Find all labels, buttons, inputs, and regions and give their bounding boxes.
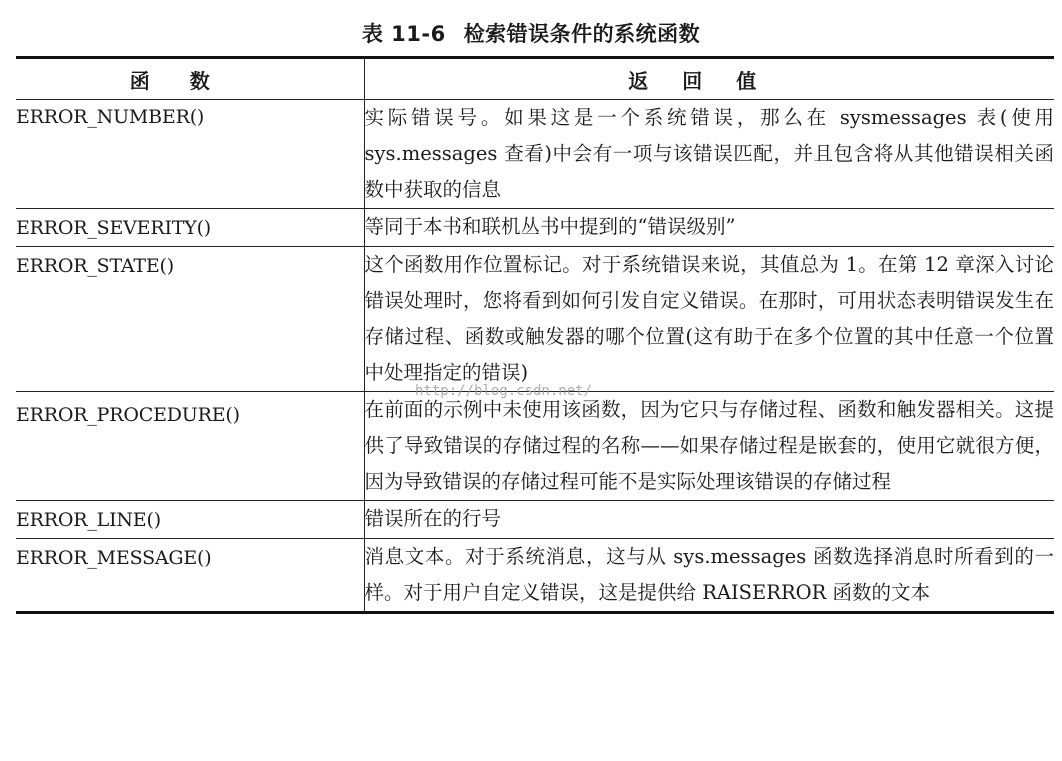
function-name-cell: ERROR_MESSAGE() <box>16 547 212 569</box>
function-name-cell: ERROR_SEVERITY() <box>16 217 211 239</box>
table-number: 表 11-6 <box>361 22 446 46</box>
return-value-cell: 实际错误号。如果这是一个系统错误，那么在 sysmessages 表(使用 sys.messages 查看)中会有一项与该错误匹配，并且包含将从其他错误相关函数中获取的信息 <box>364 100 1054 209</box>
return-value-cell: 等同于本书和联机丛书中提到的“错误级别” <box>364 209 1054 247</box>
table-row <box>16 539 1054 613</box>
table-header-row <box>16 58 1054 100</box>
function-name-cell: ERROR_NUMBER() <box>16 106 205 128</box>
table-row <box>16 501 1054 539</box>
return-value-cell: 错误所在的行号 <box>364 501 1054 539</box>
error-functions-table <box>16 56 1054 614</box>
watermark-text: http://blog.csdn.net/ <box>415 383 593 399</box>
table-row <box>16 100 1054 209</box>
table-row <box>16 247 1054 392</box>
table-row <box>16 392 1054 501</box>
return-value-cell: 这个函数用作位置标记。对于系统错误来说，其值总为 1。在第 12 章深入讨论错误处理时，您将看到如何引发自定义错误。在那时，可用状态表明错误发生在存储过程、函数或触发器的哪个位置(这有助于在多个位置的其中任意一个位置中处理指定的错误) <box>364 247 1054 392</box>
table-row <box>16 209 1054 247</box>
return-value-cell: 在前面的示例中未使用该函数，因为它只与存储过程、函数和触发器相关。这提供了导致错误的存储过程的名称——如果存储过程是嵌套的，使用它就很方便，因为导致错误的存储过程可能不是实际处理该错误的存储过程 <box>364 392 1054 501</box>
return-value-cell: 消息文本。对于系统消息，这与从 sys.messages 函数选择消息时所看到的一样。对于用户自定义错误，这是提供给 RAISERROR 函数的文本 <box>364 539 1054 613</box>
function-name-cell: ERROR_STATE() <box>16 255 174 277</box>
table-caption <box>0 18 1062 48</box>
table-title: 检索错误条件的系统函数 <box>463 22 701 46</box>
column-header-function: 函数 <box>129 68 250 93</box>
function-name-cell: ERROR_LINE() <box>16 509 161 531</box>
function-name-cell: ERROR_PROCEDURE() <box>16 404 240 426</box>
column-header-return-value: 返回值 <box>364 58 1054 100</box>
